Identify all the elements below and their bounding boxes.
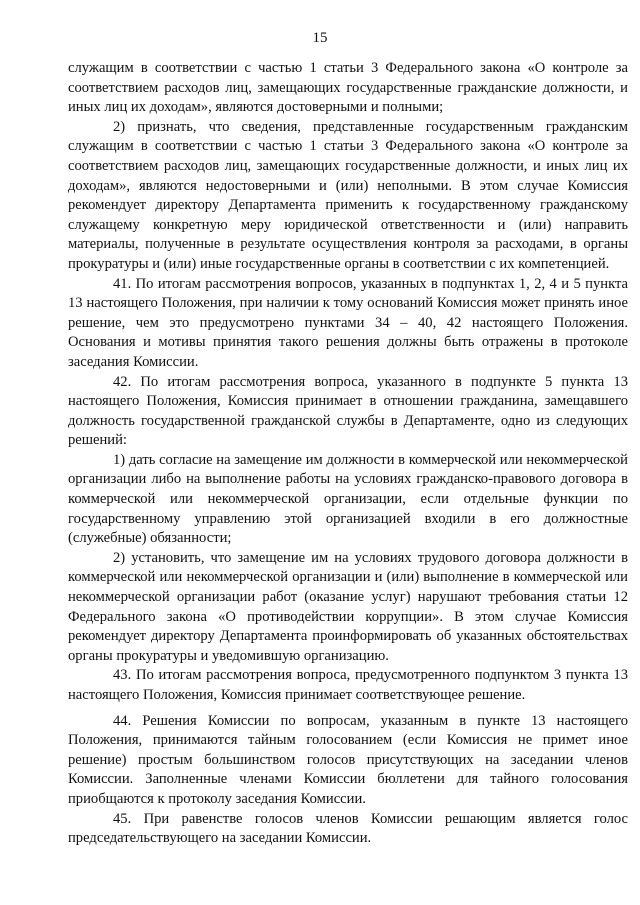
paragraph-42-subitem-2: 2) установить, что замещение им на условиях трудового договора должности в коммерческой или некоммерческой организации и (или) выполнение в коммерческой или некоммерческой организации работ (оказание услуг) нарушают требования статьи 12 Федерального закона «О противодействии коррупции». В этом случае Комиссия рекомендует директору Департамента проинформировать об указанных обстоятельствах органы прокуратуры и уведомившую организацию. bbox=[68, 549, 628, 664]
paragraph-45: 45. При равенстве голосов членов Комиссии решающим является голос председательствующего на заседании Комиссии. bbox=[68, 810, 628, 847]
paragraph-42: 42. По итогам рассмотрения вопроса, указанного в подпункте 5 пункта 13 настоящего Положения, Комиссия принимает в отношении гражданина, замещавшего должность государственной гражданской службы в Департаменте, одно из следующих решений: bbox=[68, 373, 628, 449]
paragraph-41: 41. По итогам рассмотрения вопросов, указанных в подпунктах 1, 2, 4 и 5 пункта 13 настоящего Положения, при наличии к тому оснований Комиссия может принять иное решение, чем это предусмотрено пунктами 34 – 40, 42 настоящего Положения. Основания и мотивы принятия такого решения должны быть отражены в протоколе заседания Комиссии. bbox=[68, 275, 628, 370]
paragraph-44: 44. Решения Комиссии по вопросам, указанным в пункте 13 настоящего Положения, принимаются тайным голосованием (если Комиссия не примет иное решение) простым большинством голосов присутствующих на заседании членов Комиссии. Заполненные членами Комиссии бюллетени для тайного голосования приобщаются к протоколу заседания Комиссии. bbox=[68, 712, 628, 807]
document-body bbox=[68, 59, 628, 849]
paragraph-42-subitem-1: 1) дать согласие на замещение им должности в коммерческой или некоммерческой организации либо на выполнение работы на условиях гражданско-правового договора в коммерческой или некоммерческой организации, если отдельные функции по государственному управлению этой организацией входили в его должностные (служебные) обязанности; bbox=[68, 451, 628, 547]
paragraph-subitem-2: 2) признать, что сведения, представленные государственным гражданским служащим в соответствии с частью 1 статьи 3 Федерального закона «О контроле за соответствием расходов лиц, замещающих государственные должности, и иных лиц их доходам», являются недостоверными и (или) неполными. В этом случае Комиссия рекомендует директору Департамента применить к государственному гражданскому служащему конкретную меру юридической ответственности и (или) направить материалы, полученные в результате осуществления контроля за расходами, в органы прокуратуры и (или) иные государственные органы в соответствии с их компетенцией. bbox=[68, 118, 628, 272]
paragraph-continuation: служащим в соответствии с частью 1 статьи 3 Федерального закона «О контроле за соответствием расходов лиц, замещающих государственные гражданские должности, и иных лиц их доходам», являются достоверными и полными; bbox=[68, 60, 628, 116]
paragraph-43: 43. По итогам рассмотрения вопроса, предусмотренного подпунктом 3 пункта 13 настоящего Положения, Комиссия принимает соответствующее решение. bbox=[68, 667, 628, 703]
page-number: 15 bbox=[312, 30, 328, 46]
